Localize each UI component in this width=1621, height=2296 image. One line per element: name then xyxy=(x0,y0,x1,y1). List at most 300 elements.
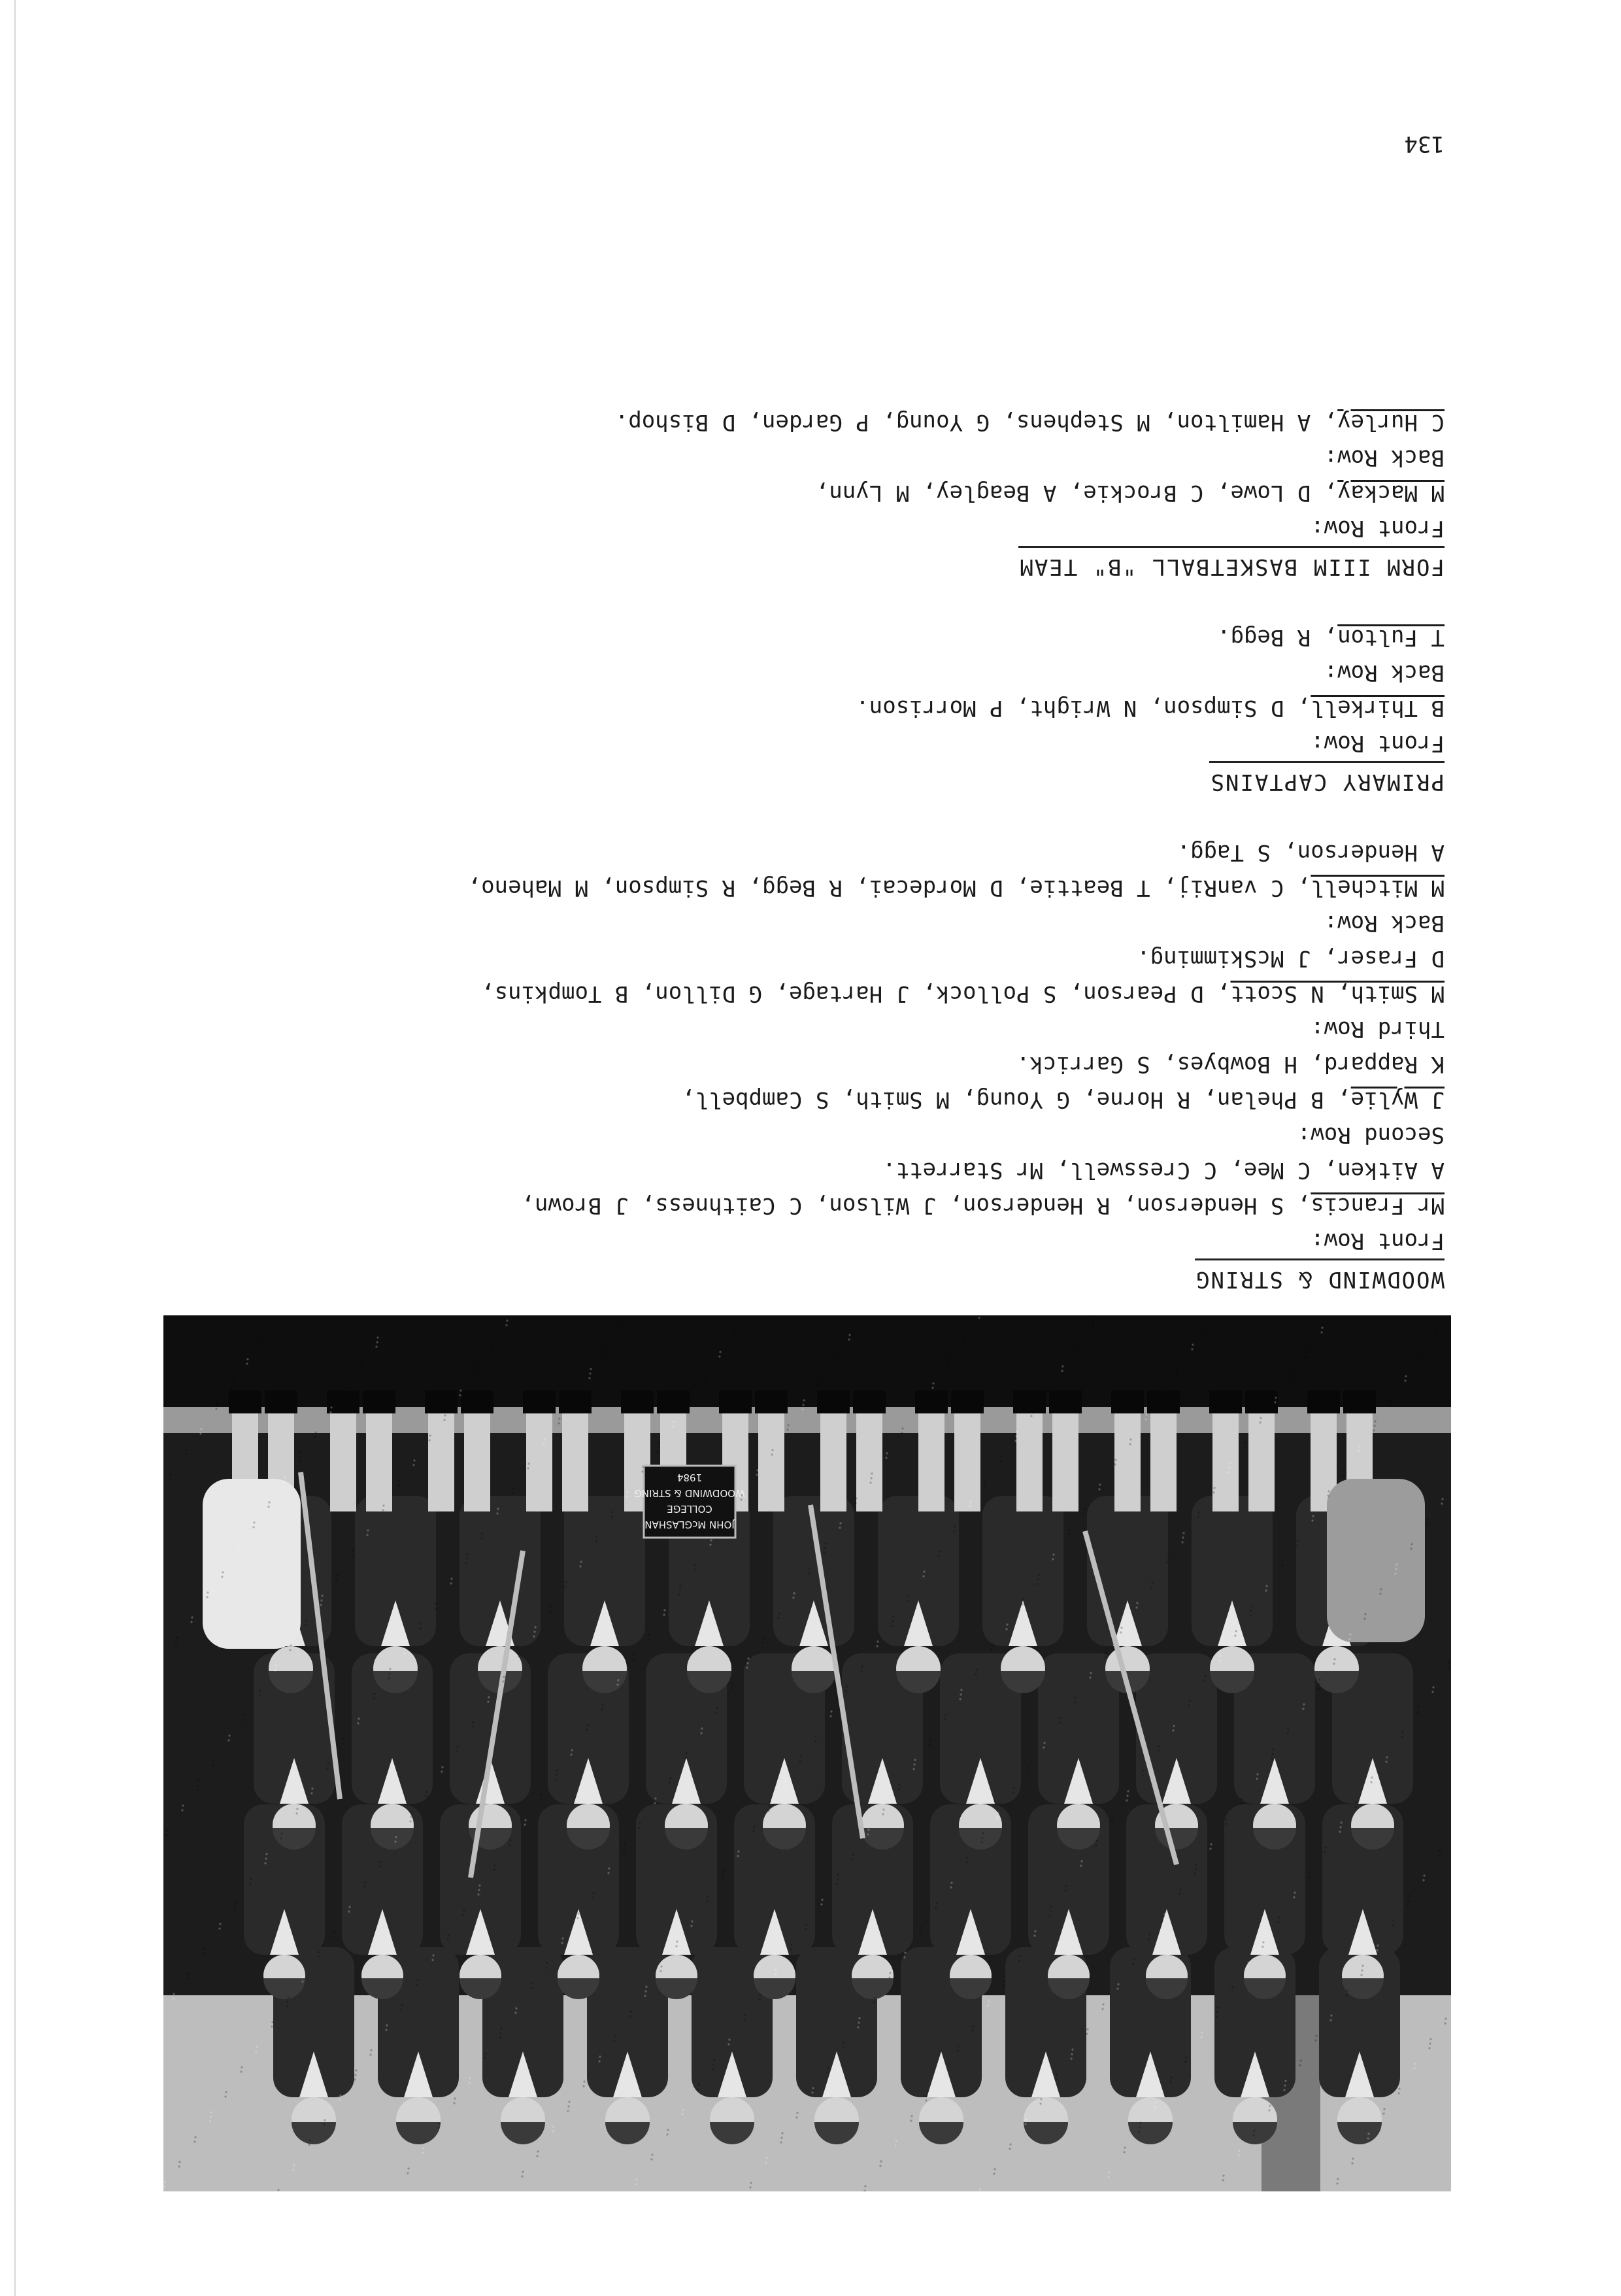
halftone-dot xyxy=(684,1757,686,1759)
halftone-dot xyxy=(1305,1351,1307,1353)
halftone-dot xyxy=(343,1738,344,1740)
halftone-dot xyxy=(1447,1666,1449,1668)
halftone-dot xyxy=(209,2120,210,2122)
halftone-dot xyxy=(222,1571,224,1573)
shoe xyxy=(817,1391,850,1413)
halftone-dot xyxy=(459,1394,461,1396)
halftone-dot xyxy=(391,1321,393,1323)
halftone-dot xyxy=(1358,1445,1360,1447)
halftone-dot xyxy=(1102,2003,1104,2005)
halftone-dot xyxy=(814,1740,816,1742)
halftone-dot xyxy=(1419,1359,1421,1361)
halftone-dot xyxy=(694,1568,695,1570)
halftone-dot xyxy=(1012,1787,1014,1789)
halftone-dot xyxy=(469,2077,471,2079)
halftone-dot xyxy=(876,1645,878,1647)
halftone-dot xyxy=(824,1547,826,1549)
halftone-dot xyxy=(586,1729,588,1730)
halftone-dot xyxy=(574,1393,576,1394)
halftone-dot xyxy=(163,2181,165,2183)
halftone-dot xyxy=(533,1630,535,1632)
halftone-dot xyxy=(446,1938,448,1940)
halftone-dot xyxy=(1395,1568,1397,1570)
halftone-dot xyxy=(1031,1410,1033,1412)
halftone-dot xyxy=(999,1460,1001,1462)
halftone-dot xyxy=(1333,1658,1335,1660)
halftone-dot xyxy=(1080,1865,1082,1866)
halftone-dot xyxy=(196,1789,198,1791)
halftone-dot xyxy=(1309,1871,1311,1873)
halftone-dot xyxy=(1318,1678,1320,1680)
halftone-dot xyxy=(1068,1528,1070,1530)
halftone-dot xyxy=(727,2043,729,2045)
underlined-first-name: M Mitchell xyxy=(1311,875,1445,901)
halftone-dot xyxy=(261,1338,263,1340)
halftone-dot xyxy=(690,1925,692,1927)
halftone-dot xyxy=(1302,1708,1304,1710)
halftone-dot xyxy=(913,1763,915,1765)
halftone-dot xyxy=(629,2010,631,2012)
halftone-dot xyxy=(1148,1938,1150,1940)
halftone-dot xyxy=(395,1836,397,1838)
halftone-dot xyxy=(524,1823,526,1825)
halftone-dot xyxy=(1234,1634,1236,1636)
names-rest: , A Hamilton, M Stephens, G Young, P Garden, D Bishop. xyxy=(614,409,1338,435)
halftone-dot xyxy=(978,1317,980,1319)
halftone-dot xyxy=(1005,1628,1007,1630)
halftone-dot xyxy=(793,1592,795,1594)
halftone-dot xyxy=(781,2132,783,2134)
halftone-dot xyxy=(373,1693,375,1695)
names-rest: , R Begg. xyxy=(1217,624,1338,650)
halftone-dot xyxy=(1141,1774,1143,1776)
halftone-dot xyxy=(1324,1846,1326,1848)
halftone-dot xyxy=(1188,1700,1190,1702)
halftone-dot xyxy=(567,2110,569,2112)
halftone-dot xyxy=(1065,1885,1067,1887)
halftone-dot xyxy=(209,2116,211,2118)
halftone-dot xyxy=(1194,1872,1195,1874)
halftone-dot xyxy=(1361,1969,1363,1971)
halftone-dot xyxy=(792,1596,794,1598)
halftone-dot xyxy=(1283,2089,1285,2091)
halftone-dot xyxy=(658,1441,660,1443)
halftone-dot xyxy=(570,1753,572,1755)
halftone-dot xyxy=(382,1509,384,1511)
halftone-dot xyxy=(657,1445,659,1447)
halftone-dot xyxy=(571,1749,573,1751)
halftone-dot xyxy=(1181,1541,1183,1543)
halftone-dot xyxy=(1401,1736,1403,1738)
halftone-dot xyxy=(624,1842,626,1844)
halftone-dot xyxy=(1213,1487,1215,1489)
halftone-dot xyxy=(397,1484,399,1486)
halftone-dot xyxy=(1241,1798,1243,1800)
halftone-dot xyxy=(982,1832,984,1834)
halftone-dot xyxy=(1179,1888,1181,1890)
halftone-dot xyxy=(991,1644,993,1646)
halftone-dot xyxy=(741,1494,743,1496)
halftone-dot xyxy=(1203,1680,1205,1681)
halftone-dot xyxy=(246,1358,248,1360)
halftone-dot xyxy=(1373,1429,1375,1431)
halftone-dot xyxy=(348,1910,350,1912)
halftone-dot xyxy=(935,1906,937,1908)
halftone-dot xyxy=(364,1881,366,1883)
leg xyxy=(1016,1413,1043,1511)
halftone-dot xyxy=(567,2105,569,2107)
halftone-dot xyxy=(1200,2036,1202,2038)
halftone-dot xyxy=(712,2068,714,2070)
halftone-dot xyxy=(308,2144,310,2146)
shoe xyxy=(1209,1391,1242,1413)
names-line xyxy=(137,475,1445,511)
halftone-dot xyxy=(197,1784,199,1786)
halftone-dot xyxy=(820,1903,822,1905)
halftone-dot xyxy=(663,1613,665,1615)
halftone-dot xyxy=(1175,1373,1177,1375)
halftone-dot xyxy=(1003,1975,1005,1977)
halftone-dot xyxy=(1435,1330,1437,1332)
halftone-dot xyxy=(1142,1770,1144,1772)
halftone-dot xyxy=(348,1906,350,1908)
sign-text: WOODWIND & STRING xyxy=(634,1487,745,1499)
halftone-dot xyxy=(799,1755,801,1757)
halftone-dot xyxy=(253,1521,255,1523)
halftone-dot xyxy=(1388,1404,1390,1406)
halftone-dot xyxy=(667,2129,669,2131)
halftone-dot xyxy=(1218,1659,1220,1661)
halftone-dot xyxy=(299,1451,301,1453)
halftone-dot xyxy=(947,1362,949,1364)
halftone-dot xyxy=(172,1997,174,1999)
halftone-dot xyxy=(803,1399,805,1401)
halftone-dot xyxy=(1281,1560,1283,1562)
halftone-dot xyxy=(378,1865,380,1867)
halftone-dot xyxy=(1314,2039,1316,2041)
halftone-dot xyxy=(765,2157,767,2159)
halftone-dot xyxy=(1114,1459,1116,1460)
halftone-dot xyxy=(1108,2171,1110,2173)
halftone-dot xyxy=(1426,1518,1428,1520)
halftone-dot xyxy=(1093,1315,1095,1317)
halftone-dot xyxy=(1163,1917,1165,1919)
halftone-dot xyxy=(1222,2174,1224,2176)
halftone-dot xyxy=(290,1644,292,1646)
row-label: Front Row: xyxy=(1311,1228,1445,1254)
halftone-dot xyxy=(746,1666,748,1668)
halftone-dot xyxy=(1207,1323,1209,1325)
halftone-dot xyxy=(928,1743,930,1745)
halftone-dot xyxy=(471,1725,473,1727)
halftone-dot xyxy=(462,1914,464,1916)
halftone-dot xyxy=(1408,1895,1410,1897)
halftone-dot xyxy=(682,2108,684,2110)
halftone-dot xyxy=(691,1920,693,1922)
shoe xyxy=(657,1391,690,1413)
halftone-dot xyxy=(1389,1400,1391,1402)
halftone-dot xyxy=(827,2067,829,2068)
halftone-dot xyxy=(558,1422,560,1424)
halftone-dot xyxy=(907,1600,909,1602)
halftone-dot xyxy=(650,2158,652,2160)
halftone-dot xyxy=(1129,1443,1131,1445)
halftone-dot xyxy=(897,1788,899,1790)
halftone-dot xyxy=(1064,1889,1066,1891)
halftone-dot xyxy=(590,1368,592,1370)
halftone-dot xyxy=(694,1564,696,1566)
halftone-dot xyxy=(1154,2101,1156,2103)
halftone-dot xyxy=(1339,1826,1341,1828)
halftone-dot xyxy=(1067,1533,1069,1535)
halftone-dot xyxy=(465,1562,467,1564)
halftone-dot xyxy=(761,1642,763,1644)
halftone-dot xyxy=(676,1940,678,1942)
halftone-dot xyxy=(242,1719,244,1721)
halftone-dot xyxy=(375,1345,377,1347)
halftone-dot xyxy=(1358,1449,1360,1451)
halftone-dot xyxy=(475,1369,476,1371)
halftone-dot xyxy=(990,1648,992,1650)
halftone-dot xyxy=(435,1602,437,1604)
halftone-dot xyxy=(1295,1544,1297,1546)
halftone-dot xyxy=(811,2091,813,2093)
halftone-dot xyxy=(823,1551,825,1553)
shoe xyxy=(1111,1391,1144,1413)
halftone-dot xyxy=(425,1795,427,1797)
halftone-dot xyxy=(289,1649,291,1651)
halftone-dot xyxy=(780,2141,782,2143)
halftone-dot xyxy=(1006,1623,1008,1625)
halftone-dot xyxy=(1043,1742,1045,1744)
halftone-dot xyxy=(271,2021,273,2023)
halftone-dot xyxy=(216,1403,218,1405)
halftone-dot xyxy=(363,1885,365,1887)
halftone-dot xyxy=(1271,1753,1273,1755)
section-heading xyxy=(137,1258,1445,1297)
halftone-dot xyxy=(1083,1508,1085,1510)
halftone-dot xyxy=(620,1327,622,1329)
halftone-dot xyxy=(527,1467,529,1469)
halftone-dot xyxy=(1114,1463,1116,1465)
halftone-dot xyxy=(1095,1840,1097,1842)
names-rest: , C vanRij, T Beattie, D Mordecai, R Begg, R Simpson, M Maheno, xyxy=(467,875,1311,901)
halftone-dot xyxy=(1025,2118,1027,2120)
halftone-dot xyxy=(1222,2179,1224,2181)
halftone-dot xyxy=(240,2070,242,2072)
halftone-dot xyxy=(428,1439,430,1441)
halftone-dot xyxy=(530,1987,532,1989)
halftone-dot xyxy=(438,2122,440,2124)
halftone-dot xyxy=(441,1770,443,1772)
halftone-dot xyxy=(758,1998,760,2000)
halftone-dot xyxy=(626,1495,627,1497)
halftone-dot xyxy=(644,1995,646,1997)
halftone-dot xyxy=(747,1657,749,1659)
halftone-dot xyxy=(1407,1899,1409,1901)
halftone-dot xyxy=(706,1900,708,1902)
halftone-dot xyxy=(318,1951,320,1953)
shoe xyxy=(1245,1391,1278,1413)
halftone-dot xyxy=(886,1452,888,1454)
halftone-dot xyxy=(1188,1704,1190,1706)
halftone-dot xyxy=(339,2094,341,2096)
halftone-dot xyxy=(605,1347,607,1349)
halftone-dot xyxy=(873,1997,875,1999)
caption-text-block xyxy=(137,405,1445,1297)
halftone-dot xyxy=(852,1853,854,1855)
halftone-dot xyxy=(663,1609,665,1611)
halftone-dot xyxy=(1311,1519,1313,1521)
halftone-dot xyxy=(241,2066,242,2068)
halftone-dot xyxy=(839,1522,841,1524)
halftone-dot xyxy=(499,2036,501,2038)
halftone-dot xyxy=(678,1589,680,1591)
halftone-dot xyxy=(358,1717,359,1719)
halftone-dot xyxy=(1120,1631,1122,1633)
halftone-dot xyxy=(320,1604,322,1606)
halftone-dot xyxy=(1034,1930,1036,1932)
names-line xyxy=(137,976,1445,1011)
halftone-dot xyxy=(1167,1557,1169,1559)
halftone-dot xyxy=(1022,1598,1024,1600)
halftone-dot xyxy=(737,1850,739,1852)
halftone-dot xyxy=(740,1498,742,1500)
halftone-dot xyxy=(1036,1583,1038,1585)
halftone-dot xyxy=(599,2055,601,2057)
underlined-first-name: T Fulton xyxy=(1337,624,1445,650)
halftone-dot xyxy=(697,2088,699,2090)
halftone-dot xyxy=(1071,2053,1073,2055)
halftone-dot xyxy=(1037,1574,1039,1576)
halftone-dot xyxy=(993,2172,995,2174)
names-rest: , S Henderson, R Henderson, J Wilson, C Caithness, J Brown, xyxy=(521,1192,1311,1219)
halftone-dot xyxy=(1077,1340,1079,1342)
halftone-dot xyxy=(1212,1491,1214,1493)
halftone-dot xyxy=(176,1636,178,1638)
halftone-dot xyxy=(988,2000,990,2002)
halftone-dot xyxy=(775,1968,777,1970)
halftone-dot xyxy=(784,1780,786,1782)
halftone-dot xyxy=(410,1811,412,1813)
halftone-dot xyxy=(854,1502,856,1504)
halftone-dot xyxy=(443,1419,445,1421)
halftone-dot xyxy=(203,1948,205,1950)
halftone-dot xyxy=(959,1698,961,1700)
halftone-dot xyxy=(1061,1365,1063,1367)
halftone-dot xyxy=(737,1855,739,1857)
halftone-dot xyxy=(601,1704,603,1706)
halftone-dot xyxy=(301,1980,303,1982)
halftone-dot xyxy=(210,2111,212,2113)
halftone-dot xyxy=(1052,1553,1054,1555)
halftone-dot xyxy=(573,1397,575,1399)
halftone-dot xyxy=(1204,1675,1206,1677)
halftone-dot xyxy=(1192,1343,1194,1345)
halftone-dot xyxy=(336,1574,338,1576)
row-label: Back Row: xyxy=(1324,660,1445,686)
halftone-dot xyxy=(1423,1874,1425,1876)
halftone-dot xyxy=(654,1797,656,1799)
halftone-dot xyxy=(1028,1766,1029,1768)
halftone-dot xyxy=(468,2082,470,2084)
halftone-dot xyxy=(586,1724,588,1726)
halftone-dot xyxy=(546,1962,548,1964)
halftone-dot xyxy=(743,2018,745,2020)
sign-text: JOHN McGLASHAN xyxy=(644,1519,735,1530)
halftone-dot xyxy=(1438,1854,1440,1856)
halftone-dot xyxy=(173,1993,175,1995)
halftone-dot xyxy=(339,2099,341,2101)
halftone-dot xyxy=(1018,1959,1020,1961)
halftone-dot xyxy=(1448,1661,1450,1663)
group-photograph xyxy=(163,1315,1451,2191)
halftone-dot xyxy=(1299,2064,1301,2066)
halftone-dot xyxy=(1182,1532,1184,1534)
halftone-dot xyxy=(264,1862,266,1864)
underlined-first-name: M Smith, N Scott xyxy=(1230,981,1445,1007)
halftone-dot xyxy=(848,1338,850,1340)
halftone-dot xyxy=(774,1973,776,1975)
halftone-dot xyxy=(814,1735,816,1737)
halftone-dot xyxy=(478,1884,480,1886)
halftone-dot xyxy=(321,1595,323,1596)
halftone-dot xyxy=(243,1714,245,1716)
halftone-dot xyxy=(922,1575,924,1577)
halftone-dot xyxy=(598,2060,600,2062)
names-line xyxy=(137,870,1445,905)
halftone-dot xyxy=(385,2029,387,2031)
halftone-dot xyxy=(582,2085,584,2087)
halftone-dot xyxy=(1104,1656,1106,1658)
halftone-dot xyxy=(317,1955,319,1957)
halftone-dot xyxy=(175,1641,177,1643)
halftone-dot xyxy=(1306,1347,1308,1349)
teacher-jacket xyxy=(1327,1479,1425,1642)
halftone-dot xyxy=(227,1739,229,1741)
halftone-dot xyxy=(412,1464,414,1466)
halftone-dot xyxy=(400,2008,402,2010)
halftone-dot xyxy=(1126,1799,1128,1801)
halftone-dot xyxy=(1111,1819,1112,1821)
names-rest: , B Phelan, R Horne, G Young, M Smith, S Campbell, xyxy=(682,1087,1351,1113)
halftone-dot xyxy=(505,1324,507,1326)
halftone-dot xyxy=(1324,1851,1326,1853)
halftone-dot xyxy=(265,1853,267,1855)
halftone-dot xyxy=(728,2038,730,2040)
halftone-dot xyxy=(231,1383,233,1385)
halftone-dot xyxy=(1272,1748,1274,1750)
halftone-dot xyxy=(392,1316,393,1318)
halftone-dot xyxy=(568,2101,570,2102)
halftone-dot xyxy=(1206,1328,1208,1330)
halftone-dot xyxy=(787,1424,789,1426)
halftone-dot xyxy=(965,1861,967,1863)
halftone-dot xyxy=(1210,1843,1212,1845)
halftone-dot xyxy=(493,1868,495,1870)
halftone-dot xyxy=(361,1361,363,1363)
halftone-dot xyxy=(1136,1602,1138,1604)
halftone-dot xyxy=(1395,1563,1397,1565)
halftone-dot xyxy=(648,1634,650,1636)
halftone-dot xyxy=(539,1798,541,1800)
halftone-dot xyxy=(1277,1921,1279,1923)
halftone-dot xyxy=(409,1820,411,1822)
halftone-dot xyxy=(1160,1393,1162,1395)
halftone-dot xyxy=(456,1746,458,1747)
halftone-dot xyxy=(1117,1983,1119,1985)
halftone-dot xyxy=(871,1472,873,1474)
